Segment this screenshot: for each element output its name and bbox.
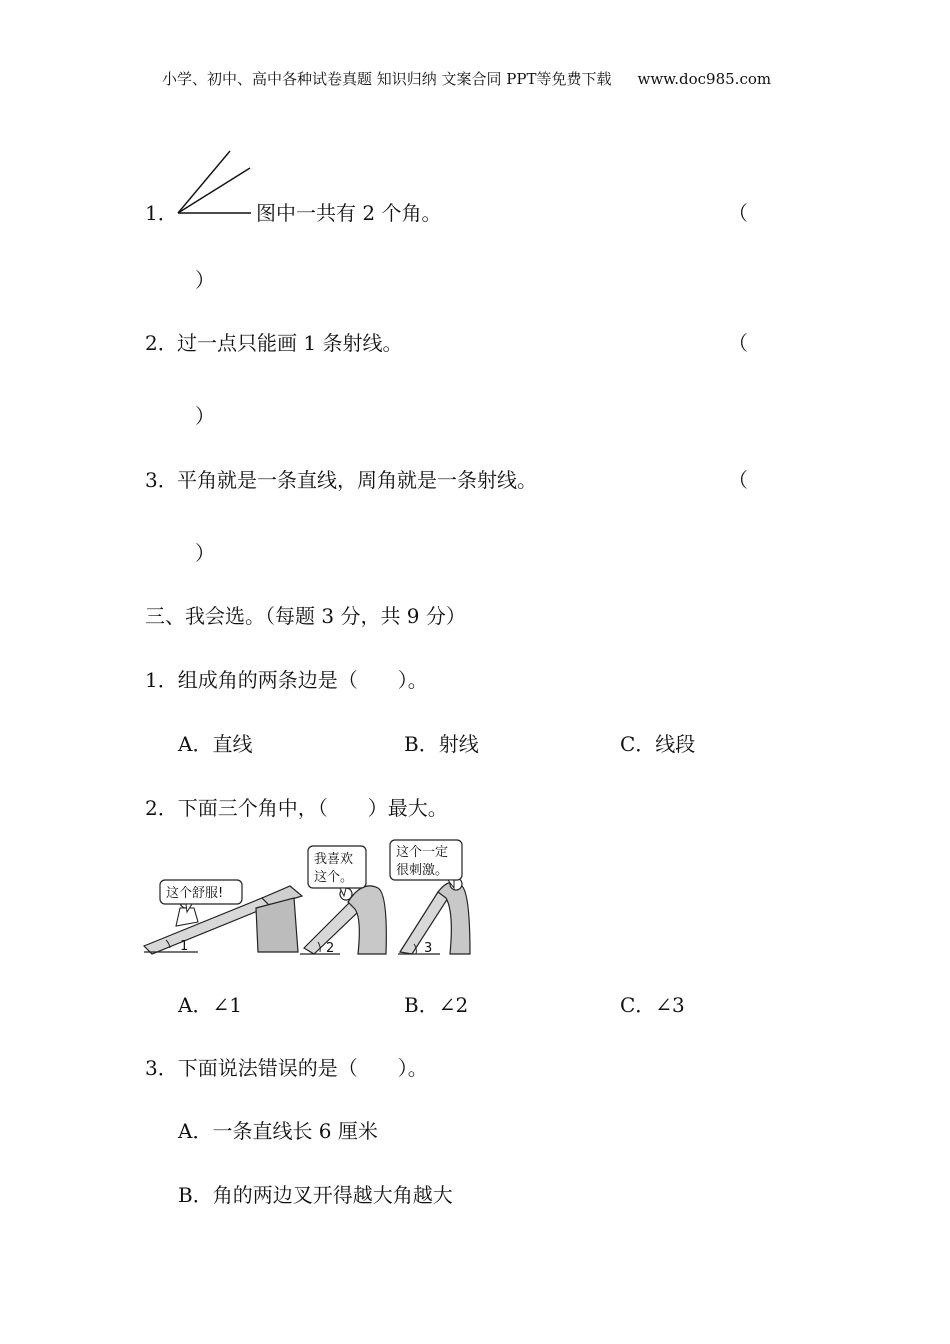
bubble-2-line-1: 我喜欢 (314, 852, 354, 867)
judge-1-text: 图中一共有 2 个角。 (256, 201, 442, 225)
slide-3 (390, 840, 470, 956)
slide-1 (144, 880, 302, 954)
angle-label-3: 3 (424, 941, 433, 956)
bubble-3-line-2: 很刺激。 (396, 863, 449, 878)
choice-1-option-b: B．射线 (404, 732, 479, 756)
choice-3-option-a: A．一条直线长 6 厘米 (178, 1119, 378, 1143)
angle-label-1: 1 (180, 939, 189, 954)
slides-illustration (140, 836, 485, 958)
judge-3-open-paren: （ (728, 468, 748, 492)
page-header (162, 68, 771, 89)
judge-3-number: 3． (145, 468, 178, 492)
judge-2-number: 2． (145, 331, 178, 355)
judge-3-close-paren: ） (195, 541, 215, 565)
judge-2-close-paren: ） (195, 404, 215, 428)
angle-figure (174, 148, 254, 216)
choice-2-stem: 2．下面三个角中，（ ）最大。 (145, 796, 448, 820)
bubble-2-line-2: 这个。 (314, 870, 354, 885)
slide-2 (300, 846, 386, 956)
choice-2-option-b: B．∠2 (404, 993, 469, 1017)
judge-1-number: 1． (145, 201, 178, 225)
choice-3-stem: 3．下面说法错误的是（ ）。 (145, 1056, 428, 1080)
judge-2-text: 过一点只能画 1 条射线。 (177, 331, 403, 355)
choice-1-option-a: A．直线 (178, 732, 253, 756)
section-3-title: 三、我会选。（每题 3 分，共 9 分） (145, 604, 466, 628)
judge-3-text: 平角就是一条直线，周角就是一条射线。 (177, 468, 537, 492)
choice-1-option-c: C．线段 (620, 732, 696, 756)
header-url: www.doc985.com (637, 70, 772, 88)
angle-ray-upper (178, 151, 230, 213)
choice-2-option-a: A．∠1 (178, 993, 242, 1017)
header-text: 小学、初中、高中各种试卷真题 知识归纳 文案合同 PPT等免费下载 (162, 70, 612, 88)
bubble-3-line-1: 这个一定 (396, 845, 449, 860)
choice-2-option-c: C．∠3 (620, 993, 685, 1017)
judge-1-close-paren: ） (195, 268, 215, 292)
bubble-1-text: 这个舒服! (166, 886, 224, 901)
judge-1-open-paren: （ (728, 201, 748, 225)
choice-1-stem: 1．组成角的两条边是（ ）。 (145, 668, 428, 692)
angle-ray-middle (178, 168, 250, 213)
choice-3-option-b: B．角的两边叉开得越大角越大 (178, 1183, 453, 1207)
angle-label-2: 2 (326, 941, 335, 956)
judge-2-open-paren: （ (728, 331, 748, 355)
